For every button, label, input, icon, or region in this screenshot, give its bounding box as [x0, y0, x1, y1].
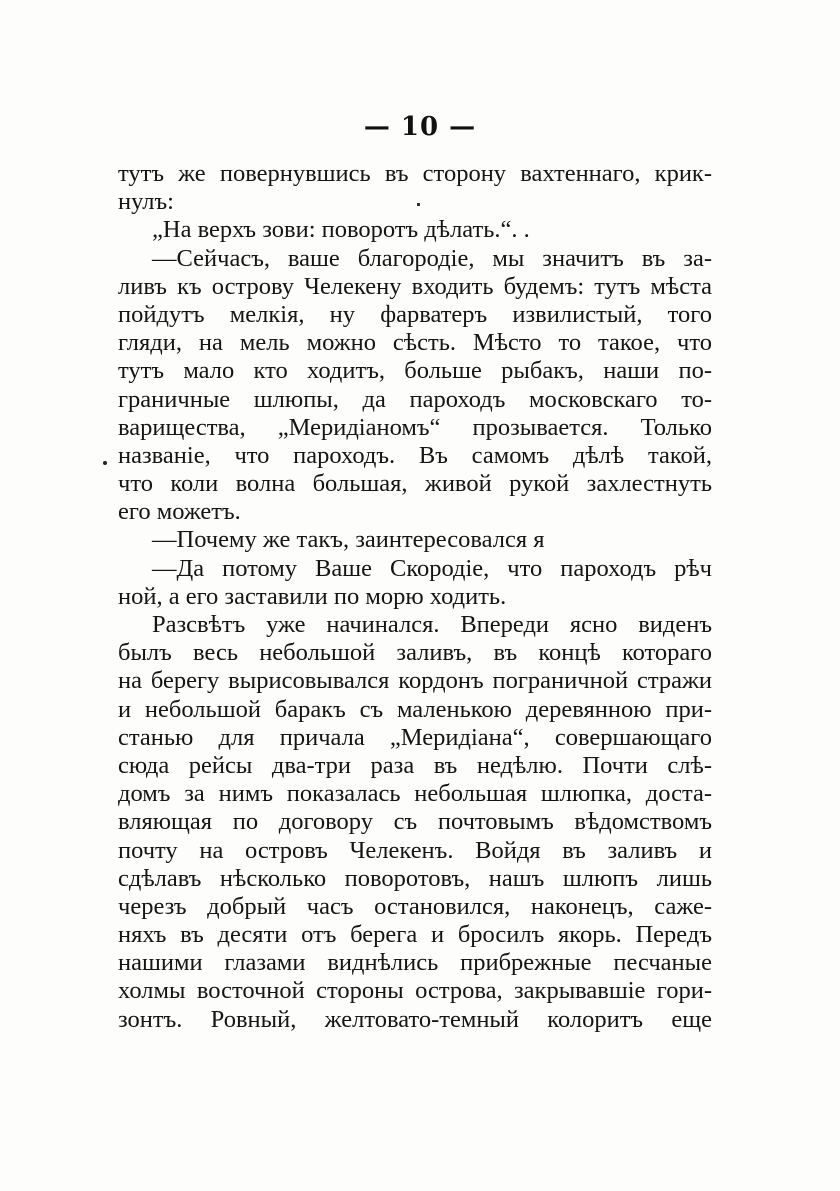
text-line: гляди, на мель можно сѣсть. Мѣсто то такое, что: [118, 329, 712, 357]
text-line: няхъ въ десяти отъ берега и бросилъ якорь. Передъ: [118, 921, 712, 949]
text-line: —Сейчасъ, ваше благородіе, мы значитъ въ за-: [152, 244, 712, 272]
text-line: что коли волна большая, живой рукой захлестнуть: [118, 470, 712, 498]
page-number: — 10 —: [363, 112, 477, 142]
body-text: [118, 160, 712, 1034]
text-line: граничные шлюпы, да пароходъ московскаго то-: [118, 385, 712, 413]
text-line: сдѣлавъ нѣсколько поворотовъ, нашъ шлюпъ лишь: [118, 864, 712, 892]
text-line: черезъ добрый часъ остановился, наконецъ, саже-: [118, 892, 712, 920]
text-line: —Почему же такъ, заинтересовался я: [152, 526, 545, 554]
text-line: и небольшой баракъ съ маленькою деревянною при-: [118, 695, 712, 723]
margin-ink-dot: [103, 461, 107, 465]
text-line: домъ за нимъ показалась небольшая шлюпка, доста-: [118, 780, 712, 808]
text-line: сюда рейсы два-три раза въ недѣлю. Почти слѣ-: [118, 751, 712, 779]
text-line: былъ весь небольшой заливъ, въ концѣ котораго: [118, 639, 712, 667]
text-line: нашими глазами виднѣлись прибрежные песчаные: [118, 949, 712, 977]
text-line: нулъ:: [118, 188, 174, 216]
text-line: пойдутъ мелкія, ну фарватеръ извилистый, того: [118, 300, 712, 328]
text-line: тутъ мало кто ходитъ, больше рыбакъ, наши по-: [118, 357, 712, 385]
text-line: —Да потому Ваше Скородіе, что пароходъ рѣч: [152, 554, 712, 582]
text-line: Разсвѣтъ уже начинался. Впереди ясно виденъ: [152, 611, 712, 638]
text-line: станью для причала „Меридіана“, совершающаго: [118, 723, 712, 751]
text-line: тутъ же повернувшись въ сторону вахтеннаго, крик-: [118, 160, 712, 187]
text-line: названіе, что пароходъ. Въ самомъ дѣлѣ такой,: [118, 441, 712, 469]
text-line: ной, а его заставили по морю ходить.: [118, 582, 507, 610]
text-line: зонтъ. Ровный, желтовато-темный колоритъ еще: [118, 1005, 712, 1033]
text-line: вляющая по договору съ почтовымъ вѣдомствомъ: [118, 808, 712, 836]
text-line: варищества, „Меридіаномъ“ прозывается. Только: [118, 413, 712, 441]
text-line: его можетъ.: [118, 498, 241, 526]
text-line: почту на островъ Челекенъ. Войдя въ заливъ и: [118, 836, 712, 864]
text-line: на берегу вырисовывался кордонъ пограничной стражи: [118, 667, 712, 695]
text-line: холмы восточной стороны острова, закрывавшіе гори-: [118, 977, 712, 1005]
text-line: ливъ къ острову Челекену входить будемъ: тутъ мѣста: [118, 272, 712, 300]
text-line: „На верхъ зови: поворотъ дѣлать.“. .: [152, 216, 530, 244]
